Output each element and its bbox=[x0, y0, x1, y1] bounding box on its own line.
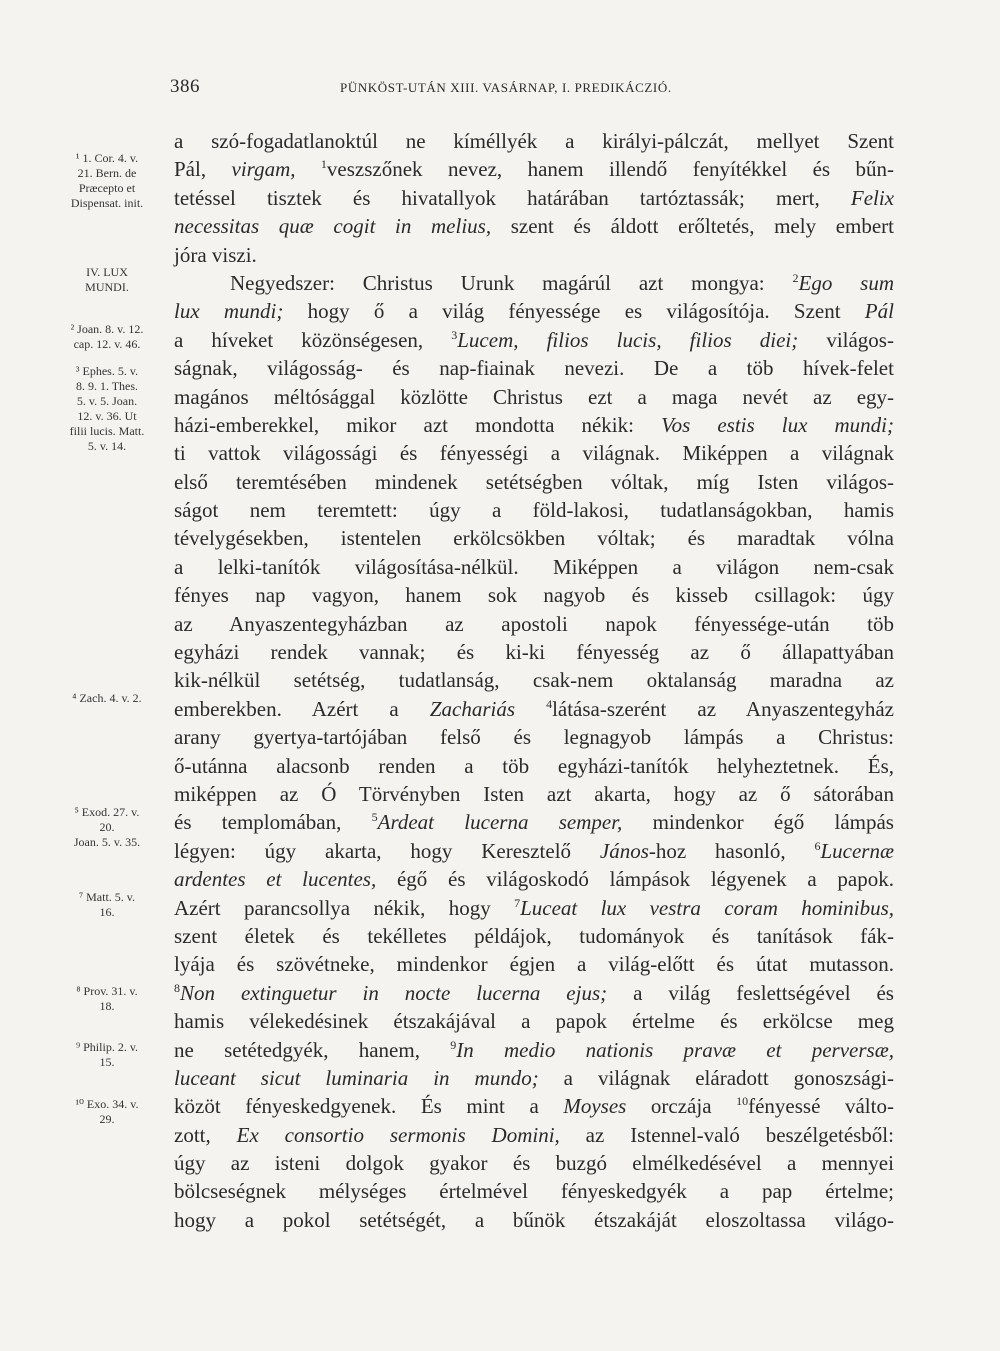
page-header bbox=[0, 76, 1000, 100]
text-segment: az Anyaszentegyházban az apostoli napok fényessége-után töb bbox=[174, 611, 894, 636]
text-segment: az Istennel-való beszélgetésből: bbox=[559, 1122, 894, 1147]
text-line bbox=[174, 297, 894, 325]
text-line bbox=[174, 269, 894, 297]
margin-note-line: 29. bbox=[99, 1112, 115, 1127]
page-number: 386 bbox=[170, 76, 200, 97]
text-segment: veszszőnek nevez, hanem illendő fenyítékkel és bűn- bbox=[326, 157, 894, 182]
margin-note-line: ¹ 1. Cor. 4. v. bbox=[75, 151, 139, 166]
margin-note-line: Præcepto et bbox=[78, 181, 136, 196]
text-line bbox=[174, 723, 894, 751]
italic-text: Ardeat lucerna semper, bbox=[377, 810, 623, 835]
text-segment: és templomában, bbox=[174, 810, 372, 835]
text-line bbox=[174, 1206, 894, 1234]
text-line bbox=[174, 638, 894, 666]
text-line bbox=[174, 496, 894, 524]
text-line bbox=[174, 1007, 894, 1035]
text-line bbox=[174, 666, 894, 694]
margin-note-line: cap. 12. v. 46. bbox=[73, 336, 141, 351]
text-line bbox=[174, 1121, 894, 1149]
text-line bbox=[174, 581, 894, 609]
text-segment: hogy ő a világ fényessége es világosítója. Szent bbox=[283, 299, 865, 324]
margin-note bbox=[48, 322, 166, 352]
text-line bbox=[174, 610, 894, 638]
text-segment: ne setétedgyék, hanem, bbox=[174, 1037, 451, 1062]
text-segment: magános méltósággal közlötte Christus ezt a maga nevét az egy- bbox=[174, 384, 894, 409]
text-segment bbox=[515, 697, 546, 721]
text-line bbox=[174, 241, 894, 269]
text-segment: első teremtésében mindenek setétségben vóltak, míg Isten világos- bbox=[174, 469, 894, 494]
text-line bbox=[174, 553, 894, 581]
text-segment: a világnak eláradott gonoszsági- bbox=[538, 1065, 894, 1090]
text-segment: ságot nem teremtett: úgy a föld-lakosi, tudatlanságokban, hamis bbox=[174, 498, 894, 523]
margin-note-line: 20. bbox=[99, 819, 115, 834]
italic-text: ardentes et lucentes, bbox=[174, 867, 377, 892]
text-line bbox=[174, 837, 894, 865]
text-segment: Azért parancsollya nékik, hogy bbox=[174, 895, 515, 920]
footnote-marker: 8 bbox=[174, 980, 180, 995]
text-line bbox=[174, 865, 894, 893]
margin-note bbox=[48, 984, 166, 1014]
text-segment: fényes nap vagyon, hanem sok nagyob és kisseb csillagok: úgy bbox=[174, 583, 894, 608]
italic-text: In medio nationis pravæ et perversæ, bbox=[456, 1037, 894, 1062]
margin-note bbox=[48, 364, 166, 454]
text-line bbox=[174, 922, 894, 950]
text-segment: Pál, bbox=[174, 157, 232, 182]
margin-note-line: ⁵ Exod. 27. v. bbox=[74, 804, 140, 819]
margin-note bbox=[48, 151, 166, 211]
text-segment: úgy az isteni dolgok gyakor és buzgó elmélkedésével a mennyei bbox=[174, 1151, 894, 1176]
margin-note-line: ⁷ Matt. 5. v. bbox=[78, 889, 136, 904]
italic-text: lux mundi; bbox=[174, 299, 284, 324]
text-line bbox=[174, 695, 894, 723]
margin-note-line: MUNDI. bbox=[85, 280, 129, 294]
text-line bbox=[174, 184, 894, 212]
margin-note-line: 12. v. 36. Ut bbox=[77, 409, 137, 424]
italic-text: Pál bbox=[864, 299, 894, 324]
text-segment: emberekben. Azért a bbox=[174, 696, 430, 721]
margin-note-line: filii lucis. Matt. bbox=[69, 424, 145, 439]
margin-note bbox=[48, 890, 166, 920]
text-line bbox=[174, 894, 894, 922]
text-segment: szent életek és tekélletes példájok, tudományok és tanítások fák- bbox=[174, 923, 894, 948]
margin-note-line: ³ Ephes. 5. v. bbox=[75, 364, 139, 379]
margin-note-line: ⁸ Prov. 31. v. bbox=[76, 983, 138, 998]
text-segment: a híveket közönségesen, bbox=[174, 327, 452, 352]
margin-note bbox=[48, 805, 166, 850]
text-segment bbox=[295, 157, 320, 181]
text-segment: ő-utánna alacsonb renden a töb egyházi-tanítók helyheztetnek. És, bbox=[174, 753, 894, 778]
italic-text: Non extinguetur in nocte lucerna ejus; bbox=[180, 980, 608, 1005]
italic-text: virgam, bbox=[231, 157, 296, 182]
text-segment: zott, bbox=[174, 1122, 237, 1147]
text-line bbox=[174, 950, 894, 978]
text-line bbox=[174, 808, 894, 836]
text-line bbox=[174, 383, 894, 411]
margin-note-line: IV. LUX bbox=[86, 265, 128, 279]
italic-text: Felix bbox=[850, 185, 894, 210]
italic-text: Zachariás bbox=[429, 696, 515, 721]
italic-text: Vos estis lux mundi; bbox=[661, 412, 894, 437]
margin-note-line: ¹⁰ Exo. 34. v. bbox=[75, 1097, 139, 1112]
text-segment: tévelygésekben, istentelen erkölcsökben vóltak; és maradtak vólna bbox=[174, 526, 894, 551]
text-segment: ságnak, világosság- és nap-fiainak nevezi. De a töb hívek-felet bbox=[174, 356, 894, 381]
text-segment: arany gyertya-tartójában felső és legnagyob lámpás a Christus: bbox=[174, 725, 894, 750]
body-text bbox=[174, 127, 894, 1234]
text-line bbox=[174, 1149, 894, 1177]
text-segment: világos- bbox=[798, 327, 894, 352]
text-segment: orczája bbox=[626, 1094, 737, 1119]
text-line bbox=[174, 1177, 894, 1205]
text-line bbox=[174, 780, 894, 808]
footnote-marker: 3 bbox=[451, 327, 458, 342]
margin-note bbox=[48, 265, 166, 295]
margin-note-line: ⁹ Philip. 2. v. bbox=[75, 1040, 139, 1055]
margin-note-line: 15. bbox=[99, 1055, 115, 1070]
italic-text: Lucem, filios lucis, filios diei; bbox=[457, 327, 799, 352]
text-segment: a lelki-tanítók világosítása-nélkül. Miképpen a világon nem-csak bbox=[174, 554, 894, 579]
margin-note bbox=[48, 1040, 166, 1070]
margin-note-line: 8. 9. 1. Thes. bbox=[75, 379, 139, 394]
text-segment: kik-nélkül setétség, tudatlanság, csak-nem oktalanság maradna az bbox=[174, 668, 894, 693]
text-line bbox=[174, 127, 894, 155]
text-segment: légyen: úgy akarta, hogy Keresztelő bbox=[174, 838, 600, 863]
margin-note-line: 16. bbox=[99, 904, 115, 919]
footnote-marker: 10 bbox=[736, 1094, 749, 1109]
text-segment: szent és áldott erőltetés, mely embert bbox=[491, 214, 894, 239]
margin-note-line: 5. v. 5. Joan. bbox=[76, 394, 138, 409]
text-line bbox=[174, 354, 894, 382]
text-line bbox=[174, 411, 894, 439]
margin-note-line: 18. bbox=[99, 998, 115, 1013]
text-segment: tetéssel tisztek és hivatallyok határában tartóztassák; mert, bbox=[174, 185, 851, 210]
text-line bbox=[174, 212, 894, 240]
text-segment: égő és világoskodó lámpások légyenek a papok. bbox=[376, 867, 894, 892]
italic-text: Ego sum bbox=[798, 270, 894, 295]
margin-note bbox=[48, 1097, 166, 1127]
margin-note-line: Dispensat. init. bbox=[70, 196, 144, 211]
footnote-marker: 6 bbox=[814, 838, 821, 853]
text-segment: Negyedszer: Christus Urunk magárúl azt mongya: bbox=[230, 270, 793, 295]
text-line bbox=[174, 155, 894, 183]
italic-text: luceant sicut luminaria in mundo; bbox=[174, 1065, 539, 1090]
text-line bbox=[174, 752, 894, 780]
footnote-marker: 2 bbox=[792, 270, 799, 285]
margin-note bbox=[48, 691, 166, 706]
text-segment: egyházi rendek vannak; és ki-ki fényesség az ő állapattyában bbox=[174, 640, 894, 665]
margin-note-line: Joan. 5. v. 35. bbox=[73, 834, 141, 849]
text-segment: házi-emberekkel, mikor azt mondotta nékik: bbox=[174, 412, 662, 437]
text-segment: a szó-fogadatlanoktúl ne kíméllyék a királyi-pálczát, mellyet Szent bbox=[174, 129, 894, 153]
text-segment: jóra viszi. bbox=[174, 242, 257, 267]
footnote-marker: 1 bbox=[320, 157, 327, 172]
italic-text: Ex consortio sermonis Domini, bbox=[236, 1122, 560, 1147]
text-line bbox=[174, 1092, 894, 1120]
text-segment: közöt fényeskedgyenek. És mint a bbox=[174, 1094, 564, 1119]
margin-note-line: 21. Bern. de bbox=[77, 166, 137, 181]
text-segment: látása-szerént az Anyaszentegyház bbox=[552, 696, 894, 721]
text-segment: ti vattok világossági és fényességi a világnak. Miképpen a világnak bbox=[174, 441, 894, 466]
footnote-marker: 9 bbox=[450, 1037, 457, 1052]
text-segment: miképpen az Ó Törvényben Isten azt akarta, hogy az ő sátorában bbox=[174, 781, 894, 806]
text-line bbox=[174, 524, 894, 552]
margin-note-line: ⁴ Zach. 4. v. 2. bbox=[72, 691, 142, 705]
text-segment: fényessé válto- bbox=[748, 1094, 894, 1119]
margin-note-line: 5. v. 14. bbox=[87, 439, 127, 454]
footnote-marker: 7 bbox=[514, 895, 521, 910]
italic-text: Moyses bbox=[563, 1094, 627, 1119]
italic-text: necessitas quæ cogit in melius, bbox=[174, 214, 492, 239]
text-segment: lyája és szövétneke, mindenkor égjen a világ-előtt és útat mutasson. bbox=[174, 952, 894, 977]
footnote-marker: 5 bbox=[371, 810, 378, 825]
italic-text: Luceat lux vestra coram hominibus, bbox=[520, 895, 894, 920]
running-head: PÜNKÖST-UTÁN XIII. VASÁRNAP, I. PREDIKÁCZIÓ. bbox=[340, 80, 672, 95]
italic-text: Lucernæ bbox=[820, 838, 894, 863]
margin-note-line: ² Joan. 8. v. 12. bbox=[70, 321, 144, 336]
italic-text: János bbox=[599, 838, 649, 863]
text-segment: hamis vélekedésinek étszakájával a papok értelme és erkölcse meg bbox=[174, 1009, 894, 1034]
text-segment: -hoz hasonló, bbox=[648, 838, 815, 863]
text-line bbox=[174, 468, 894, 496]
text-segment: a világ feslettségével és bbox=[607, 980, 894, 1005]
text-segment: hogy a pokol setétségét, a bűnök étszakáját eloszoltassa világo- bbox=[174, 1207, 894, 1232]
text-line bbox=[174, 439, 894, 467]
footnote-marker: 4 bbox=[546, 696, 553, 711]
text-segment: bölcseségnek mélységes értelmével fényeskedgyék a pap értelme; bbox=[174, 1179, 894, 1204]
text-line bbox=[174, 1036, 894, 1064]
text-line bbox=[174, 979, 894, 1007]
text-segment: mindenkor égő lámpás bbox=[622, 810, 894, 835]
text-line bbox=[174, 326, 894, 354]
text-line bbox=[174, 1064, 894, 1092]
